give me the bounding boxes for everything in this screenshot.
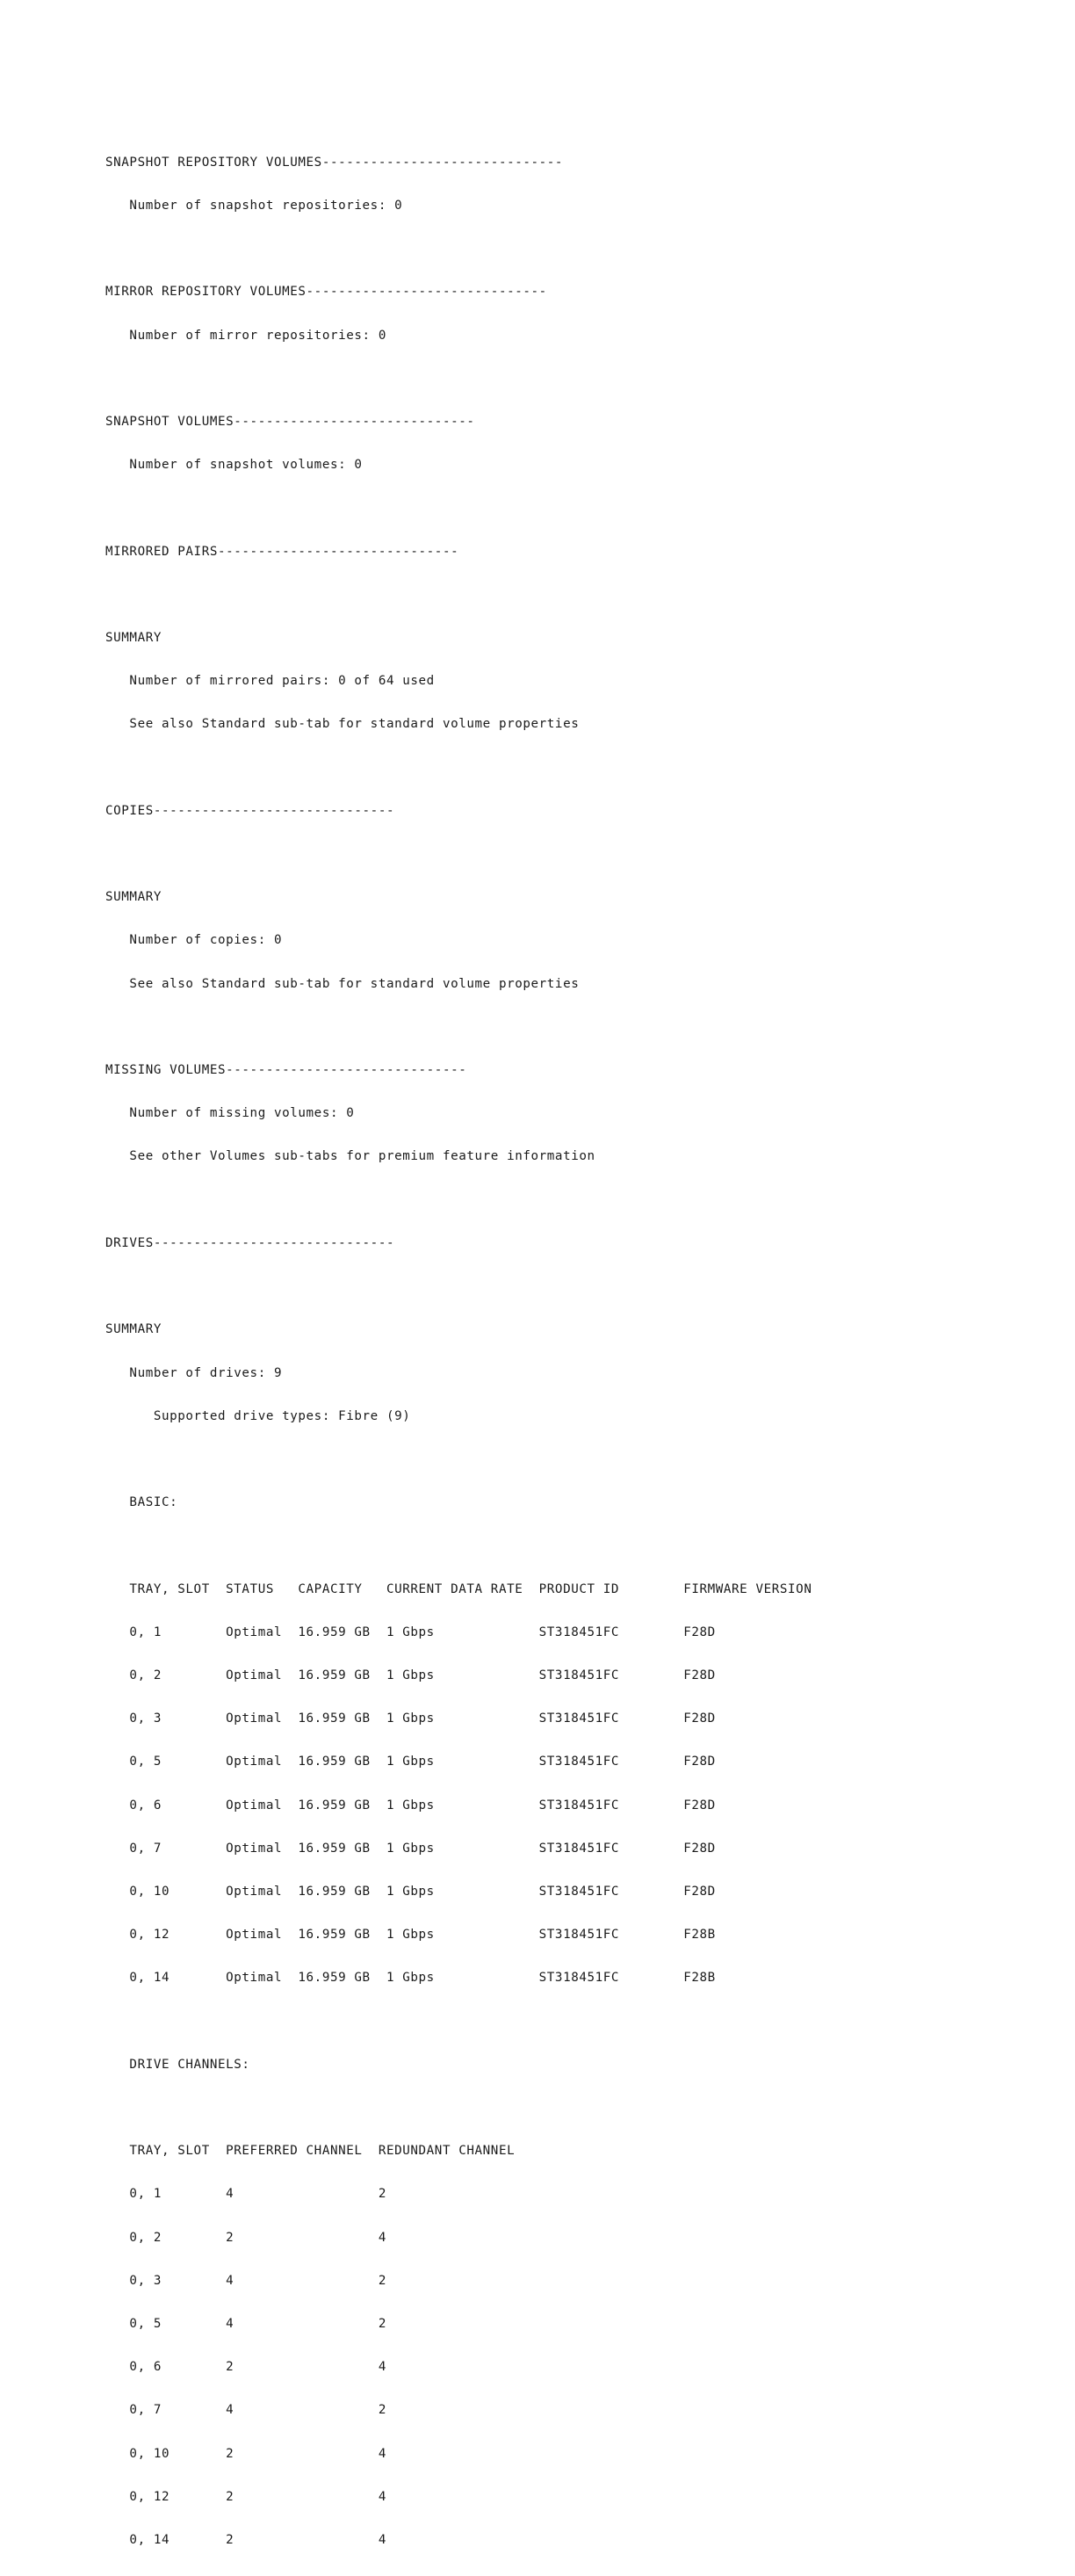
channels-table-row: 0, 7 4 2 bbox=[105, 2403, 386, 2418]
drive-channels-heading: DRIVE CHANNELS: bbox=[105, 2057, 250, 2072]
blank-line bbox=[105, 1193, 812, 1207]
blank-line bbox=[105, 1452, 812, 1466]
snapshot-repositories-count: Number of snapshot repositories: 0 bbox=[105, 199, 403, 213]
basic-table-row: 0, 2 Optimal 16.959 GB 1 Gbps ST318451FC F28D bbox=[105, 1668, 716, 1682]
channels-table-row: 0, 12 2 4 bbox=[105, 2489, 386, 2504]
drives-count: Number of drives: 9 bbox=[105, 1365, 283, 1380]
basic-table-row: 0, 14 Optimal 16.959 GB 1 Gbps ST318451FC F28B bbox=[105, 1971, 716, 1986]
blank-line bbox=[105, 372, 812, 386]
blank-line bbox=[105, 242, 812, 256]
blank-line bbox=[105, 761, 812, 775]
blank-line bbox=[105, 1020, 812, 1034]
blank-line bbox=[105, 847, 812, 861]
channels-table-row: 0, 14 2 4 bbox=[105, 2532, 386, 2547]
missing-volumes-count: Number of missing volumes: 0 bbox=[105, 1106, 355, 1121]
channels-table-row: 0, 1 4 2 bbox=[105, 2187, 386, 2202]
channels-table-row: 0, 2 2 4 bbox=[105, 2230, 386, 2245]
basic-table-row: 0, 3 Optimal 16.959 GB 1 Gbps ST318451FC F28D bbox=[105, 1711, 716, 1726]
mirror-repositories-count: Number of mirror repositories: 0 bbox=[105, 328, 386, 343]
basic-table-row: 0, 12 Optimal 16.959 GB 1 Gbps ST318451FC F28B bbox=[105, 1928, 716, 1943]
blank-line bbox=[105, 2101, 812, 2115]
see-also-note: See also Standard sub-tab for standard volume properties bbox=[105, 976, 580, 991]
channels-table-row: 0, 6 2 4 bbox=[105, 2360, 386, 2375]
channels-table-row: 0, 10 2 4 bbox=[105, 2446, 386, 2461]
see-other-note: See other Volumes sub-tabs for premium feature information bbox=[105, 1149, 595, 1164]
blank-line bbox=[105, 2015, 812, 2029]
channels-table-row: 0, 3 4 2 bbox=[105, 2273, 386, 2288]
supported-drive-types: Supported drive types: Fibre (9) bbox=[105, 1408, 411, 1423]
blank-line bbox=[105, 501, 812, 515]
summary-heading: SUMMARY bbox=[105, 890, 162, 905]
channels-table-row: 0, 5 4 2 bbox=[105, 2316, 386, 2331]
basic-table-row: 0, 1 Optimal 16.959 GB 1 Gbps ST318451FC F28D bbox=[105, 1624, 716, 1639]
basic-table-row: 0, 5 Optimal 16.959 GB 1 Gbps ST318451FC F28D bbox=[105, 1755, 716, 1769]
basic-table-row: 0, 7 Optimal 16.959 GB 1 Gbps ST318451FC F28D bbox=[105, 1841, 716, 1856]
see-also-note: See also Standard sub-tab for standard volume properties bbox=[105, 717, 580, 732]
section-header-missing-volumes: MISSING VOLUMES------------------------------ bbox=[105, 1063, 467, 1078]
section-header-snapshot-repository-volumes: SNAPSHOT REPOSITORY VOLUMES------------------------------ bbox=[105, 155, 564, 170]
mirrored-pairs-count: Number of mirrored pairs: 0 of 64 used bbox=[105, 674, 435, 689]
section-header-snapshot-volumes: SNAPSHOT VOLUMES------------------------------ bbox=[105, 415, 475, 430]
section-header-mirrored-pairs: MIRRORED PAIRS------------------------------ bbox=[105, 544, 459, 559]
basic-heading: BASIC: bbox=[105, 1495, 178, 1510]
section-header-mirror-repository-volumes: MIRROR REPOSITORY VOLUMES------------------------------ bbox=[105, 285, 547, 300]
basic-table-row: 0, 10 Optimal 16.959 GB 1 Gbps ST318451FC F28D bbox=[105, 1884, 716, 1899]
section-header-drives: DRIVES------------------------------ bbox=[105, 1235, 395, 1250]
blank-line bbox=[105, 588, 812, 602]
basic-table-header: TRAY, SLOT STATUS CAPACITY CURRENT DATA RATE PRODUCT ID FIRMWARE VERSION bbox=[105, 1581, 812, 1596]
summary-heading: SUMMARY bbox=[105, 631, 162, 646]
summary-heading: SUMMARY bbox=[105, 1322, 162, 1337]
section-header-copies: COPIES------------------------------ bbox=[105, 803, 395, 818]
channels-table-header: TRAY, SLOT PREFERRED CHANNEL REDUNDANT CHANNEL bbox=[105, 2144, 516, 2159]
copies-count: Number of copies: 0 bbox=[105, 933, 283, 948]
basic-table-row: 0, 6 Optimal 16.959 GB 1 Gbps ST318451FC F28D bbox=[105, 1798, 716, 1813]
report-text bbox=[105, 127, 812, 2576]
blank-line bbox=[105, 1279, 812, 1293]
blank-line bbox=[105, 1538, 812, 1552]
snapshot-volumes-count: Number of snapshot volumes: 0 bbox=[105, 458, 363, 473]
